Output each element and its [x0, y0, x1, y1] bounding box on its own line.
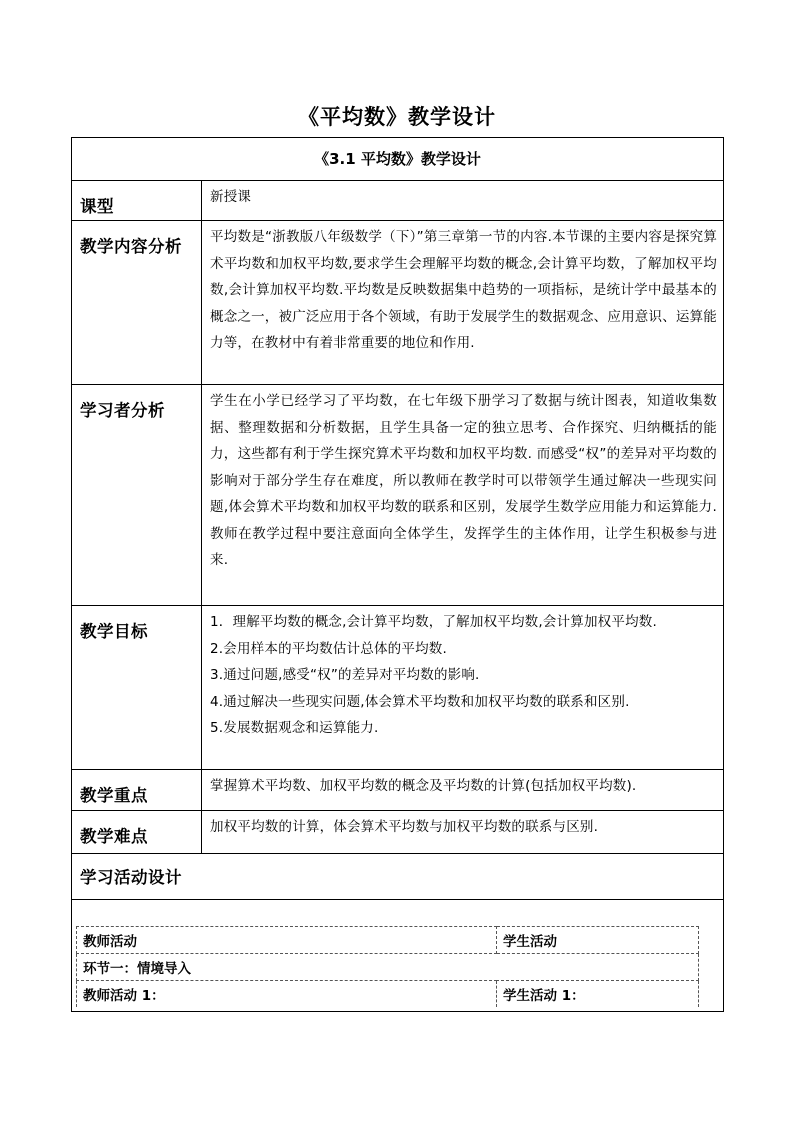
lesson-plan-table	[71, 137, 724, 1012]
row-objectives	[72, 606, 724, 770]
row-lesson-type	[72, 181, 724, 221]
label-objectives: 教学目标	[72, 606, 202, 770]
content-key-points: 掌握算术平均数、加权平均数的概念及平均数的计算(包括加权平均数).	[202, 770, 724, 811]
content-difficulties: 加权平均数的计算，体会算术平均数与加权平均数的联系与区别.	[202, 811, 724, 854]
activity-table	[76, 926, 699, 1007]
section-situation-intro: 环节一：情境导入	[77, 954, 699, 981]
document-title: 《平均数》教学设计	[298, 105, 496, 129]
row-activity-table	[72, 900, 724, 1012]
label-key-points: 教学重点	[72, 770, 202, 811]
label-lesson-type: 课型	[72, 181, 202, 221]
student-activity-header: 学生活动	[497, 927, 699, 954]
label-learner-analysis: 学习者分析	[72, 385, 202, 606]
subtitle-row	[72, 138, 724, 181]
activity-heading: 学习活动设计	[72, 854, 724, 900]
table-subtitle: 《3.1 平均数》教学设计	[72, 138, 724, 181]
objective-item: 1．理解平均数的概念,会计算平均数，了解加权平均数,会计算加权平均数.	[210, 614, 657, 630]
row-key-points	[72, 770, 724, 811]
row-difficulties	[72, 811, 724, 854]
content-content-analysis: 平均数是“浙教版八年级数学（下）”第三章第一节的内容.本节课的主要内容是探究算术平均数和加权平均数,要求学生会理解平均数的概念,会计算平均数，了解加权平均数,会计算加权平均数.平均数是反映数据集中趋势的一项指标，是统计学中最基本的概念之一，被广泛应用于各个领域，有助于发展学生的数据观念、应用意识、运算能力等，在教材中有着非常重要的地位和作用.	[202, 221, 724, 385]
label-difficulties: 教学难点	[72, 811, 202, 854]
teacher-activity-header: 教师活动	[77, 927, 497, 954]
objective-item: 5.发展数据观念和运算能力.	[210, 720, 379, 736]
objective-item: 2.会用样本的平均数估计总体的平均数.	[210, 640, 447, 657]
row-activity-heading	[72, 854, 724, 900]
row-content-analysis	[72, 221, 724, 385]
label-content-analysis: 教学内容分析	[72, 221, 202, 385]
teacher-activity-1: 教师活动 1：	[77, 981, 497, 1008]
objective-item: 4.通过解决一些现实问题,体会算术平均数和加权平均数的联系和区别.	[210, 693, 630, 710]
row-learner-analysis	[72, 385, 724, 606]
content-objectives	[202, 606, 724, 770]
student-activity-1: 学生活动 1：	[497, 981, 699, 1008]
objective-item: 3.通过问题,感受“权”的差异对平均数的影响.	[210, 667, 480, 683]
content-learner-analysis: 学生在小学已经学习了平均数，在七年级下册学习了数据与统计图表，知道收集数据、整理数据和分析数据，且学生具备一定的独立思考、合作探究、归纳概括的能力，这些都有利于学生探究算术平均数和加权平均数. 而感受“权”的差异对平均数的影响对于部分学生存在难度，所以教师在教学时可以带领学生通过解决一些现实问题,体会算术平均数和加权平均数的联系和区别，发展学生数学应用能力和运算能力. 教师在教学过程中要注意面向全体学生，发挥学生的主体作用，让学生积极参与进来.	[202, 385, 724, 606]
content-lesson-type: 新授课	[202, 181, 724, 221]
